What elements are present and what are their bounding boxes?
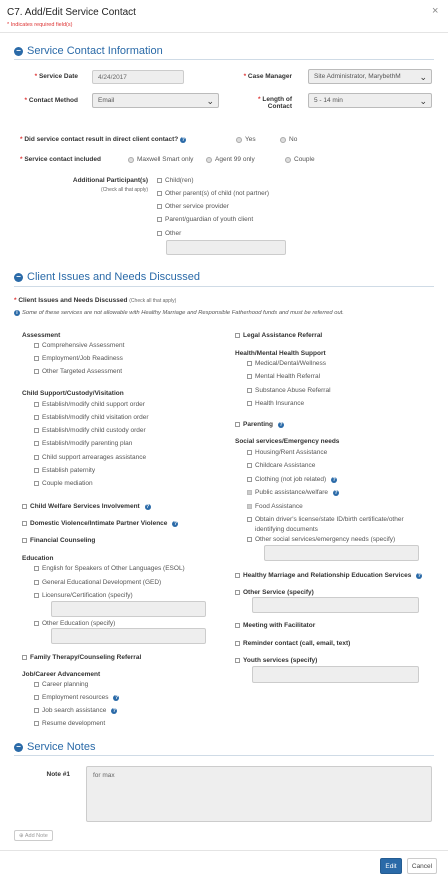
issue-other-service[interactable]: Other Service (specify) bbox=[235, 589, 314, 596]
issue-checkbox[interactable]: Health Insurance bbox=[247, 400, 304, 407]
section-title: Service Notes bbox=[27, 741, 96, 753]
case-manager-select[interactable]: Site Administrator, MarybethM ⌄ bbox=[308, 69, 432, 84]
issue-reminder[interactable]: Reminder contact (call, email, text) bbox=[235, 640, 350, 647]
close-icon[interactable]: × bbox=[432, 5, 439, 17]
service-date-label: * Service Date bbox=[34, 73, 78, 80]
issue-checkbox[interactable]: Comprehensive Assessment bbox=[34, 342, 124, 349]
issue-checkbox[interactable]: Establish/modify child custody order bbox=[34, 427, 146, 434]
help-icon[interactable]: ? bbox=[332, 476, 336, 483]
issue-checkbox[interactable]: Establish/modify child support order bbox=[34, 401, 145, 408]
section-title: Service Contact Information bbox=[27, 45, 163, 57]
included-label: * Service contact included bbox=[20, 156, 101, 163]
length-select[interactable]: 5 - 14 min ⌄ bbox=[308, 93, 432, 108]
help-icon[interactable]: ? bbox=[114, 694, 119, 701]
issue-checkbox[interactable]: Resume development bbox=[34, 720, 105, 727]
issue-checkbox[interactable]: Substance Abuse Referral bbox=[247, 387, 331, 394]
participant-checkbox[interactable]: Other service provider bbox=[157, 203, 229, 210]
group-social: Social services/Emergency needs bbox=[235, 438, 340, 445]
radio-no[interactable]: No bbox=[280, 136, 297, 143]
group-health: Health/Mental Health Support bbox=[235, 350, 326, 357]
issue-checkbox[interactable]: Other social services/emergency needs (specify) bbox=[247, 536, 395, 543]
help-icon[interactable]: ? bbox=[279, 421, 283, 428]
info-icon: i bbox=[14, 310, 20, 316]
group-assessment: Assessment bbox=[22, 332, 61, 339]
section-underline bbox=[14, 286, 434, 287]
issue-checkbox[interactable]: Establish/modify parenting plan bbox=[34, 440, 132, 447]
issues-label: * Client Issues and Needs Discussed (Check all that apply) bbox=[14, 297, 177, 304]
help-icon[interactable]: ? bbox=[112, 707, 116, 714]
issue-child-welfare[interactable]: Child Welfare Services Involvement ? bbox=[22, 503, 151, 510]
issue-checkbox[interactable]: Licensure/Certification (specify) bbox=[34, 592, 133, 599]
radio-yes[interactable]: Yes bbox=[236, 136, 256, 143]
note-textarea[interactable]: for max bbox=[86, 766, 432, 822]
collapse-icon[interactable]: − bbox=[14, 273, 23, 282]
edit-button[interactable]: Edit bbox=[380, 858, 402, 874]
participants-label: Additional Participant(s) bbox=[72, 177, 148, 184]
length-label: * Length of Contact bbox=[258, 96, 292, 110]
issue-legal[interactable]: Legal Assistance Referral bbox=[235, 332, 322, 339]
add-note-button[interactable]: ⊕ Add Note bbox=[14, 830, 53, 841]
other-social-input[interactable] bbox=[264, 545, 419, 561]
help-icon[interactable]: ? bbox=[181, 137, 185, 143]
chevron-down-icon: ⌄ bbox=[419, 96, 427, 106]
section-underline bbox=[14, 59, 434, 60]
other-service-input[interactable] bbox=[252, 597, 419, 613]
issue-checkbox[interactable]: Mental Health Referral bbox=[247, 373, 320, 380]
help-icon[interactable]: ? bbox=[173, 520, 177, 527]
note-label: Note #1 bbox=[46, 771, 70, 778]
issue-financial[interactable]: Financial Counseling bbox=[22, 537, 95, 544]
issue-checkbox[interactable]: Employment resources ? bbox=[34, 694, 119, 701]
issue-checkbox[interactable]: Food Assistance bbox=[247, 503, 303, 510]
help-icon[interactable]: ? bbox=[417, 572, 421, 579]
issue-dv[interactable]: Domestic Violence/Intimate Partner Violence ? bbox=[22, 520, 178, 527]
issue-healthy-marriage[interactable]: Healthy Marriage and Relationship Education Services ? bbox=[235, 572, 422, 579]
issue-parenting[interactable]: Parenting ? bbox=[235, 421, 284, 428]
collapse-icon[interactable]: − bbox=[14, 47, 23, 56]
other-education-input[interactable] bbox=[51, 628, 206, 644]
issue-checkbox[interactable]: Career planning bbox=[34, 681, 88, 688]
section-contact-info bbox=[14, 45, 163, 57]
section-underline bbox=[14, 755, 434, 756]
case-manager-label: * Case Manager bbox=[243, 73, 292, 80]
collapse-icon[interactable]: − bbox=[14, 743, 23, 752]
licensure-input[interactable] bbox=[51, 601, 206, 617]
issue-checkbox[interactable]: Couple mediation bbox=[34, 480, 93, 487]
help-icon[interactable]: ? bbox=[146, 503, 150, 510]
issue-checkbox[interactable]: English for Speakers of Other Languages (ESOL) bbox=[34, 565, 185, 572]
section-notes bbox=[14, 741, 95, 753]
participants-hint: (Check all that apply) bbox=[101, 187, 148, 193]
issue-checkbox[interactable]: Employment/Job Readiness bbox=[34, 355, 123, 362]
section-title: Client Issues and Needs Discussed bbox=[27, 271, 201, 283]
issue-checkbox[interactable]: Establish paternity bbox=[34, 467, 95, 474]
issue-checkbox[interactable]: Obtain driver's license/state ID/birth certificate/other bbox=[247, 516, 404, 523]
issue-checkbox[interactable]: Clothing (not job related) ? bbox=[247, 476, 337, 483]
cancel-button[interactable]: Cancel bbox=[407, 858, 437, 874]
issue-checkbox[interactable]: General Educational Development (GED) bbox=[34, 579, 161, 586]
issues-info: i Some of these services are not allowable with Healthy Marriage and Responsible Fatherhood funds and must be referred out. bbox=[14, 310, 344, 316]
participant-checkbox[interactable]: Other bbox=[157, 230, 181, 237]
group-child-support: Child Support/Custody/Visitation bbox=[22, 390, 124, 397]
help-icon[interactable]: ? bbox=[334, 489, 338, 496]
plus-icon: ⊕ bbox=[19, 833, 25, 839]
issue-checkbox[interactable]: Childcare Assistance bbox=[247, 462, 315, 469]
issue-meeting[interactable]: Meeting with Facilitator bbox=[235, 622, 315, 629]
issue-checkbox[interactable]: Public assistance/welfare ? bbox=[247, 489, 339, 496]
participant-checkbox[interactable]: Other parent(s) of child (not partner) bbox=[157, 190, 269, 197]
service-date-input[interactable]: 4/24/2017 bbox=[92, 70, 184, 84]
issue-checkbox[interactable]: Job search assistance ? bbox=[34, 707, 117, 714]
required-note: * Indicates required field(s) bbox=[7, 22, 73, 28]
issue-youth[interactable]: Youth services (specify) bbox=[235, 657, 317, 664]
group-job: Job/Career Advancement bbox=[22, 671, 101, 678]
section-issues bbox=[14, 271, 200, 283]
issue-checkbox[interactable]: Child support arrearages assistance bbox=[34, 454, 146, 461]
participant-checkbox[interactable]: Parent/guardian of youth client bbox=[157, 216, 253, 223]
youth-services-input[interactable] bbox=[252, 666, 419, 683]
issue-checkbox[interactable]: Establish/modify child visitation order bbox=[34, 414, 149, 421]
direct-contact-label: * Did service contact result in direct client contact? ? bbox=[20, 136, 185, 143]
radio-inc-1[interactable]: Maxwell Smart only bbox=[128, 156, 193, 163]
issue-checkbox[interactable]: Other Education (specify) bbox=[34, 620, 115, 627]
issue-family-therapy[interactable]: Family Therapy/Counseling Referral bbox=[22, 654, 141, 661]
participant-checkbox[interactable]: Child(ren) bbox=[157, 177, 194, 184]
issue-checkbox[interactable]: Housing/Rent Assistance bbox=[247, 449, 327, 456]
divider bbox=[0, 32, 448, 33]
radio-inc-2[interactable]: Agent 99 only bbox=[206, 156, 255, 163]
issue-checkbox[interactable]: Other Targeted Assessment bbox=[34, 368, 122, 375]
group-education: Education bbox=[22, 555, 54, 562]
dialog-title: C7. Add/Edit Service Contact bbox=[7, 7, 136, 18]
contact-method-select[interactable]: Email ⌄ bbox=[92, 93, 219, 108]
contact-method-label: * Contact Method bbox=[24, 97, 78, 104]
other-participant-input[interactable] bbox=[166, 240, 286, 255]
chevron-down-icon: ⌄ bbox=[419, 72, 427, 82]
chevron-down-icon: ⌄ bbox=[206, 96, 214, 106]
issue-checkbox[interactable]: Medical/Dental/Wellness bbox=[247, 360, 326, 367]
divider bbox=[0, 850, 448, 851]
issue-checkbox-continued: identifying documents bbox=[255, 526, 318, 533]
radio-inc-3[interactable]: Couple bbox=[285, 156, 315, 163]
